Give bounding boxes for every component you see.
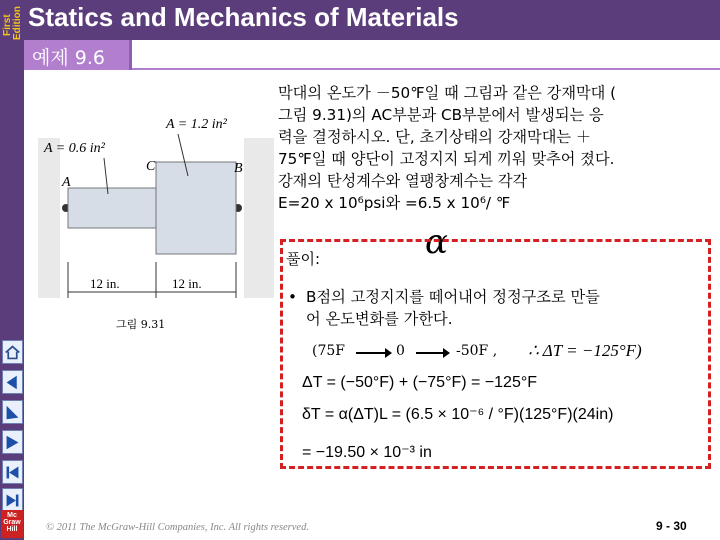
point-c-label: C xyxy=(146,159,156,174)
problem-line: 그림 9.31)의 AC부분과 CB부분에서 발생되는 응 xyxy=(278,106,604,124)
first-slide-button[interactable] xyxy=(2,460,23,484)
temp-start: (75F xyxy=(312,343,345,359)
alpha-symbol: α xyxy=(425,222,448,262)
arrow-icon xyxy=(416,352,448,354)
stepped-bar-figure xyxy=(38,76,274,316)
temp-mid: 0 xyxy=(396,343,405,359)
bullet-line2: 어 온도변화를 가한다. xyxy=(306,310,453,328)
temp-end: -50F , xyxy=(456,343,498,359)
header-divider xyxy=(132,68,720,70)
page-title: Statics and Mechanics of Materials xyxy=(28,2,459,32)
dim-right-label: 12 in. xyxy=(172,276,202,291)
mcgraw-hill-logo xyxy=(1,510,23,538)
logo-line1: Mc xyxy=(7,512,17,519)
edition-badge xyxy=(0,0,24,48)
equation-result: = −19.50 × 10⁻³ in xyxy=(302,444,432,461)
last-slide-button[interactable] xyxy=(2,488,23,512)
area-label-cb: A = 1.2 in² xyxy=(166,117,227,132)
equation-delta-t: ΔT = (−50°F) + (−75°F) = −125°F xyxy=(302,374,538,391)
point-b-label: B xyxy=(234,161,243,176)
bullet-line1: B점의 고정지지를 떼어내어 정정구조로 만들 xyxy=(306,288,600,306)
logo-line3: Hill xyxy=(6,526,18,533)
problem-statement xyxy=(278,82,710,214)
solution-heading: 풀이: xyxy=(286,250,321,268)
bar-section-ac xyxy=(68,188,156,228)
problem-line: 력을 결정하시오. 단, 초기상태의 강재막대는 ＋ xyxy=(278,128,592,146)
back-icon xyxy=(4,404,21,421)
example-label: 예제 9.6 xyxy=(32,47,105,69)
copyright-text: © 2011 The McGraw-Hill Companies, Inc. All rights reserved. xyxy=(46,522,309,533)
logo-line2: Graw xyxy=(3,519,21,526)
edition-word: Edition xyxy=(12,6,23,40)
next-icon xyxy=(4,434,21,451)
home-icon xyxy=(4,344,21,361)
equation-thermal-deformation: δT = α(ΔT)L = (6.5 × 10⁻⁶ / °F)(125°F)(24in) xyxy=(302,406,614,423)
point-a-label: A xyxy=(62,175,71,190)
area-label-ac: A = 0.6 in² xyxy=(44,141,105,156)
bullet-dot: • xyxy=(288,288,297,306)
first-icon xyxy=(4,464,21,481)
right-wall xyxy=(244,138,274,298)
arrow-icon xyxy=(356,352,390,354)
home-button[interactable] xyxy=(2,340,23,364)
edition-first: First xyxy=(2,14,13,36)
example-tab xyxy=(24,40,132,70)
dim-left-label: 12 in. xyxy=(90,276,120,291)
bar-section-cb xyxy=(156,162,236,254)
problem-line: 막대의 온도가 －50℉일 때 그림과 같은 강재막대 ( xyxy=(278,84,617,102)
back-button[interactable] xyxy=(2,400,23,424)
previous-icon xyxy=(4,374,21,391)
problem-line: 75℉일 때 양단이 고정지지 되게 끼워 맞추어 졌다. xyxy=(278,150,615,168)
left-wall xyxy=(38,138,60,298)
problem-line: E=20 x 10⁶psi와 =6.5 x 10⁶/ ℉ xyxy=(278,194,511,212)
figure-caption: 그림 9.31 xyxy=(116,318,166,331)
next-slide-button[interactable] xyxy=(2,430,23,454)
delta-t-summary: ∴ ΔT = −125°F) xyxy=(528,341,642,360)
previous-slide-button[interactable] xyxy=(2,370,23,394)
last-icon xyxy=(4,492,21,509)
page-number: 9 - 30 xyxy=(656,519,687,533)
problem-line: 강재의 탄성계수와 열팽창계수는 각각 xyxy=(278,172,528,190)
sidebar xyxy=(0,0,24,540)
